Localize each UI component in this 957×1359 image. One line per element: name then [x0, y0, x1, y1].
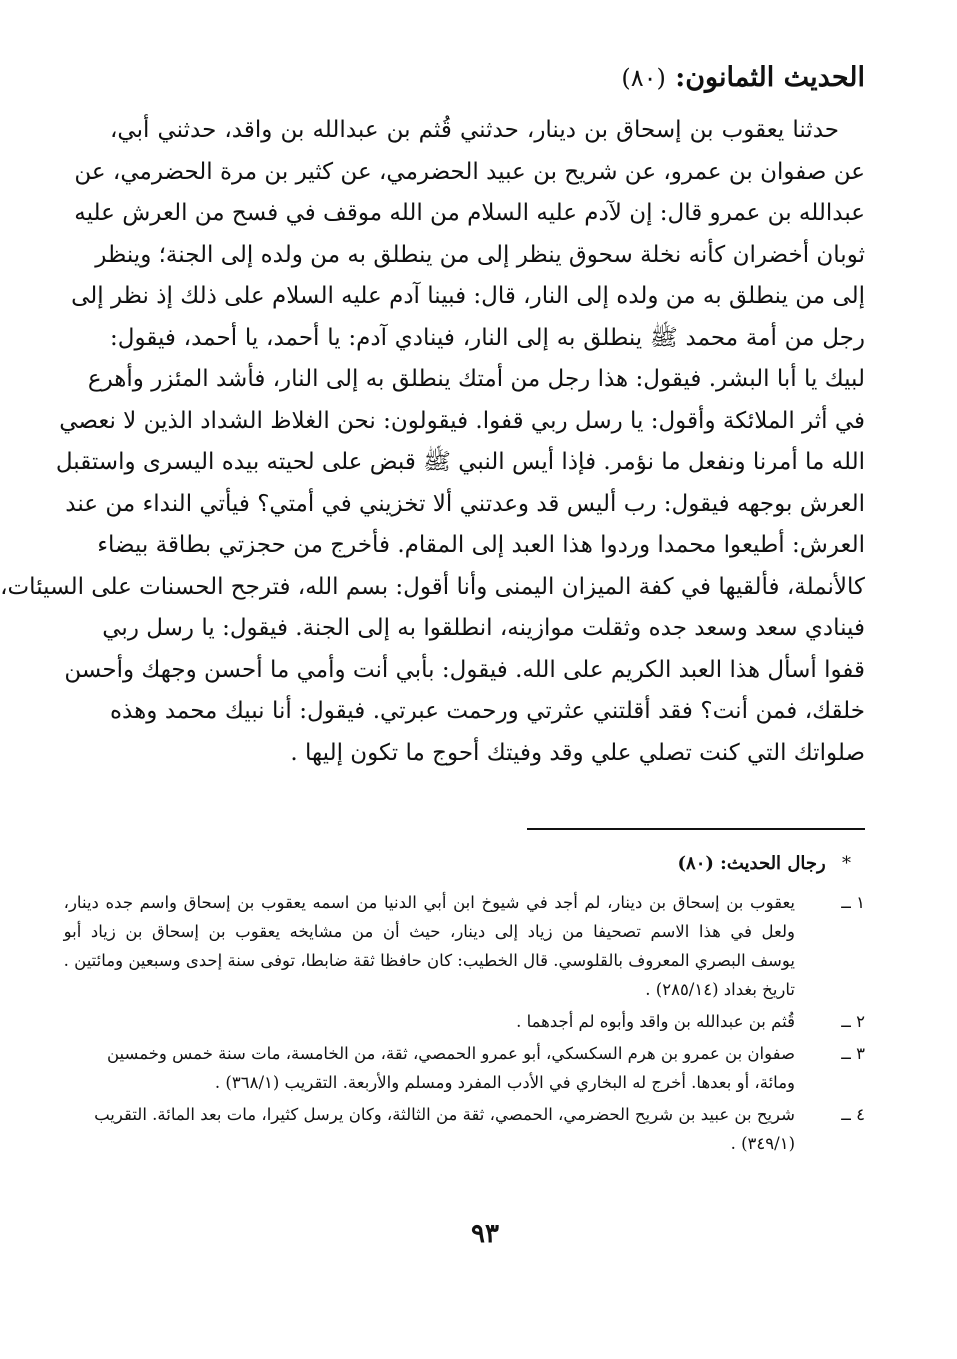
text-line: حدثنا يعقوب بن إسحاق بن دينار، حدثني قُثم بن عبدالله بن واقد، حدثني أبي،	[110, 117, 839, 143]
footnote-line: ومائة، أو بعدها. أخرج له البخاري في الأدب المفرد ومسلم والأربعة. التقريب (٣٦٨/١) .	[214, 1073, 795, 1092]
hadith-heading	[105, 58, 865, 98]
footnotes-title	[678, 850, 851, 878]
text-line: قفوا أسأل هذا العبد الكريم على الله. فيقول: بأبي أنت وأمي ما أحسن وجهك وأحسن	[64, 656, 865, 683]
text-line: العرش بوجهه فيقول: رب أليس قد وعدتني ألا تخزيني في أمتي؟ فيأتي النداء من عند	[65, 490, 865, 517]
text-line: العرش: أطيعوا محمدا وردوا هذا العبد إلى المقام. فأخرج من حجزتي بطاقة بيضاء	[97, 532, 865, 558]
footnote-marker: ١ ــ	[841, 893, 865, 912]
text-line: فينادي سعد وسعد جده وثقلت موازينه، انطلقوا به إلى الجنة. فيقول: يا رسل ربي	[102, 615, 865, 641]
text-line: عن صفوان بن عمرو، عن شريح بن عبيد الحضرمي، عن كثير بن مرة الحضرمي، عن	[74, 158, 865, 185]
footnote-line: ولعل في هذا الاسم تصحيفا من زياد إلى دينار، حيث أن من مشايخه يعقوب بن إسحاق بن زياد أبو	[63, 922, 795, 941]
footnote-divider	[527, 828, 865, 830]
footnotes	[63, 888, 865, 1161]
text-line: خلقك، فمن أنت؟ فقد أقلتني عثرتي ورحمت عبرتي. فيقول: أنا نبيك محمد وهذه	[110, 698, 865, 724]
footnote-item	[110, 1007, 865, 1036]
text-line: الله ما أمرنا ونفعل ما نؤمر. فإذا أيس النبي ﷺ قبض على لحيته بيده اليسرى واستقبل	[55, 449, 865, 475]
text-line: صلواتك التي كنت تصلي علي وقد وفيتك أحوج ما تكون إليها .	[290, 739, 865, 766]
footnote-item	[106, 1039, 865, 1097]
text-line: كالأنملة، فألقيها في كفة الميزان اليمنى وأنا أقول: بسم الله، فترجح الحسنات على السيئات،	[0, 573, 865, 600]
footnote-marker: ٤ ــ	[841, 1105, 865, 1124]
footnote-line: يعقوب بن إسحاق بن دينار، لم أجد في شيوخ ابن أبي الدنيا من اسمه يعقوب بن إسحاق واسم جده دينار،	[63, 893, 795, 912]
footnote-line: (٣٤٩/١) .	[730, 1134, 795, 1153]
text-line: رجل من أمة محمد ﷺ ينطلق به إلى النار، فينادي آدم: يا أحمد، يا أحمد، فيقول:	[110, 324, 865, 351]
hadith-heading-title: الحديث الثمانون:	[675, 62, 865, 93]
footnotes-title-label: رجال الحديث: (٨٠)	[677, 853, 826, 874]
text-line: ثوبان أخضران كأنه نخلة سحوق ينظر إلى من ينطلق به من ولده إلى الجنة؛ وينظر	[95, 241, 865, 268]
text-line: عبدالله بن عمرو قال: إن لآدم عليه السلام من الله موقف في فسح من العرش عليه	[74, 200, 865, 226]
footnote-item	[94, 1100, 865, 1158]
text-line: لبيك يا أبا البشر. فيقول: هذا رجل من أمتك ينطلق به إلى النار، فأشد المئزر وأهرع	[87, 366, 865, 392]
hadith-text	[0, 110, 865, 774]
footnote-line: صفوان بن عمرو بن هرم السكسكي، أبو عمرو الحمصي، ثقة، من الخامسة، مات سنة خمس وخمسين	[106, 1044, 795, 1063]
text-line: إلى من ينطلق به من ولده إلى النار، قال: فبينا آدم عليه السلام على ذلك إذ نظر إلى	[71, 283, 865, 309]
text-line: في أثر الملائكة وأقول: يا رسل ربي قفوا. فيقولون: نحن الغلاظ الشداد الذين لا نعصي	[59, 407, 865, 434]
footnote-line: تاريخ بغداد (٢٨٥/١٤) .	[645, 980, 795, 999]
footnote-line: شريح بن عبيد بن شريح الحضرمي، الحمصي، ثقة من الثالثة، وكان يرسل كثيرا، مات بعد المائة. التقريب	[94, 1105, 795, 1124]
hadith-heading-number: (٨٠)	[621, 64, 666, 92]
footnote-item	[63, 888, 865, 1004]
footnote-marker: ٢ ــ	[841, 1012, 865, 1031]
page-number: ٩٣	[471, 1219, 499, 1249]
footnote-marker: ٣ ــ	[841, 1044, 865, 1063]
footnote-line: يوسف البصري المعروف بالقلوسي. قال الخطيب: كان حافظا ثقة ضابطا، توفى سنة إحدى وسبعين ومائتين .	[63, 951, 795, 970]
footnote-line: قُثم بن عبدالله بن واقد وأبوه لم أجدهما .	[516, 1012, 795, 1031]
footnote-star: *	[842, 853, 851, 874]
